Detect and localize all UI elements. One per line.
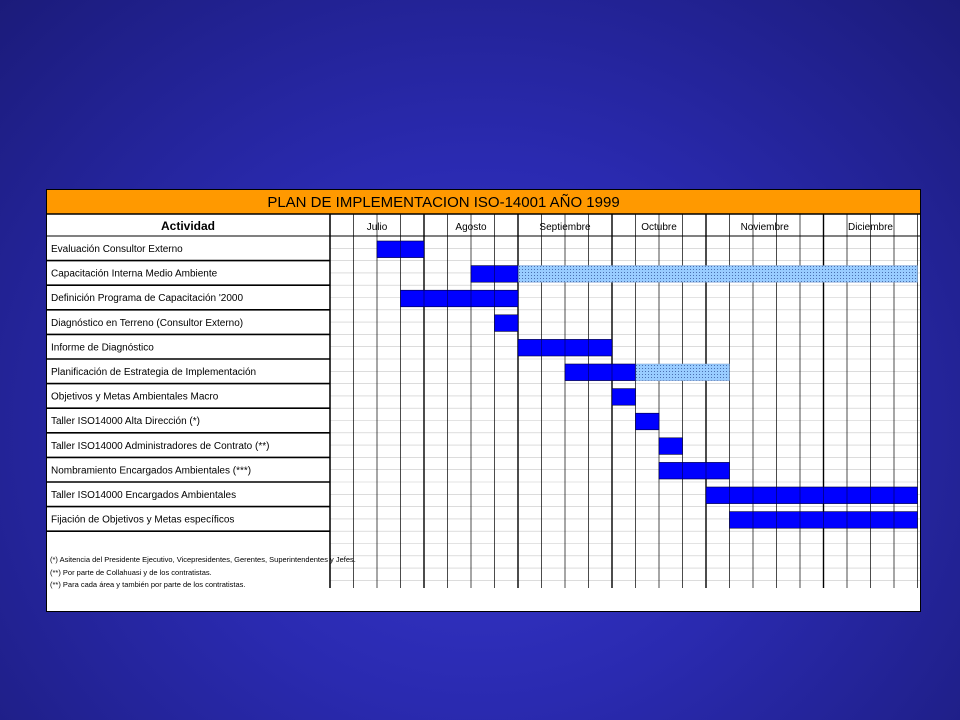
month-label: Agosto (455, 222, 487, 233)
task-label: Taller ISO14000 Encargados Ambientales (51, 490, 237, 501)
footnote: (*) Asitencia del Presidente Ejecutivo, Vicepresidentes, Gerentes, Superintendentes y Jefes. (50, 555, 356, 564)
task-bar (401, 290, 519, 307)
gantt-sheet (46, 189, 921, 612)
task-label: Evaluación Consultor Externo (51, 244, 183, 255)
footnote: (**) Para cada área y también por parte de los contratistas. (50, 580, 246, 589)
task-bar (636, 413, 660, 430)
task-label: Capacitación Interna Medio Ambiente (51, 268, 218, 280)
task-bar (565, 364, 636, 381)
task-label: Diagnóstico en Terreno (Consultor Externo) (51, 317, 244, 329)
task-label: Informe de Diagnóstico (51, 342, 154, 354)
month-label: Septiembre (539, 222, 591, 233)
month-label: Noviembre (740, 222, 789, 233)
task-bar (659, 438, 683, 455)
task-bar (706, 487, 918, 504)
footnote: (**) Por parte de Collahuasi y de los contratistas. (50, 567, 212, 577)
planned-bar (636, 364, 730, 381)
gantt-chart (47, 190, 920, 611)
activity-header: Actividad (160, 219, 216, 233)
task-label: Definición Programa de Capacitación '2000 (51, 293, 244, 305)
month-label: Diciembre (847, 222, 894, 233)
chart-title: PLAN DE IMPLEMENTACION ISO-14001 AÑO 1999 (267, 194, 620, 211)
footnotes (50, 554, 356, 592)
task-label: Objetivos y Metas Ambientales Macro (51, 391, 219, 403)
task-bar (612, 389, 636, 406)
task-label: Taller ISO14000 Alta Dirección (*) (51, 416, 200, 428)
planned-bar (518, 266, 918, 283)
task-bar (659, 462, 730, 479)
task-label: Fijación de Objetivos y Metas específicos (51, 514, 235, 526)
task-label: Nombramiento Encargados Ambientales (***) (51, 465, 252, 477)
task-label: Taller ISO14000 Administradores de Contrato (**) (51, 440, 270, 452)
month-label: Octubre (641, 222, 677, 233)
task-label: Planificación de Estrategia de Implementación (51, 367, 257, 378)
task-bar (495, 315, 519, 332)
month-label: Julio (366, 222, 388, 233)
